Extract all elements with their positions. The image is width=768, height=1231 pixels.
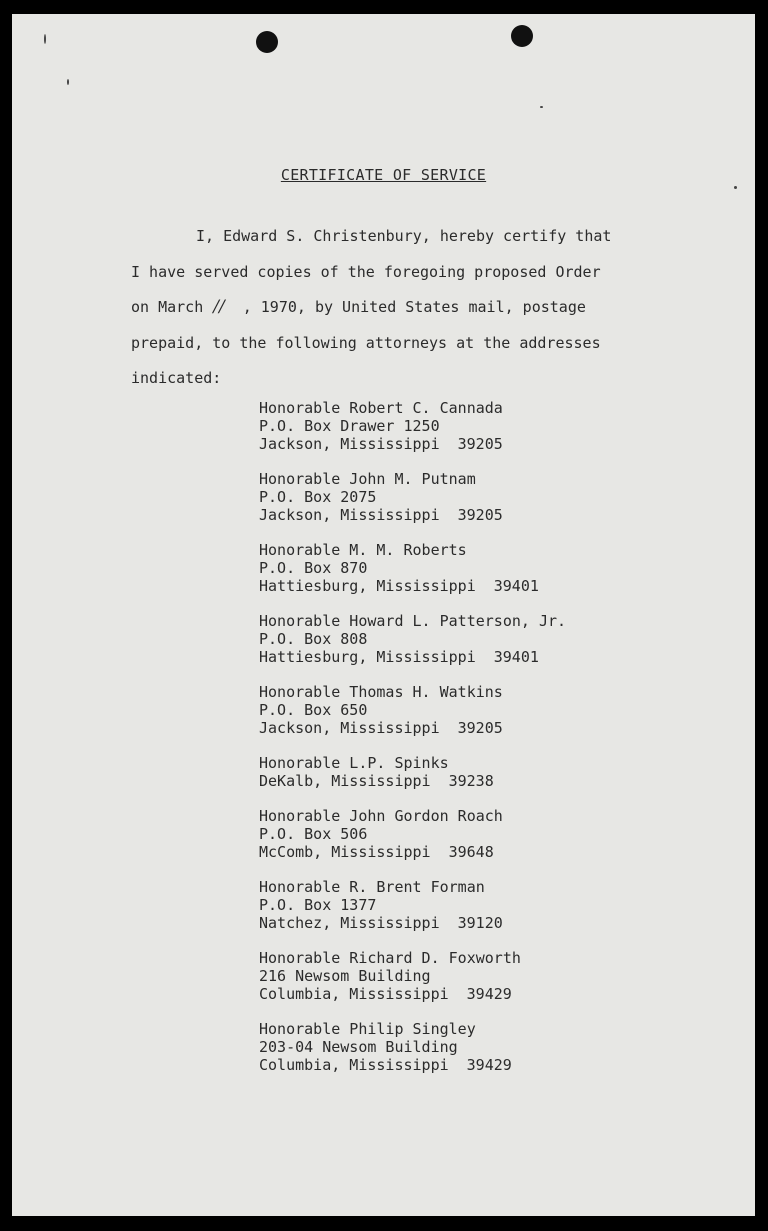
attorney-entry xyxy=(259,878,566,932)
paragraph-line-4: prepaid, to the following attorneys at the addresses xyxy=(131,333,601,352)
attorney-address: 203-04 Newsom Building xyxy=(259,1038,458,1056)
attorney-city-line xyxy=(259,577,566,595)
paragraph-line-1: I, Edward S. Christenbury, hereby certify that xyxy=(196,227,612,245)
attorney-city: Jackson, Mississippi xyxy=(259,435,440,453)
attorney-zip: 39429 xyxy=(466,1056,512,1074)
attorney-zip: 39648 xyxy=(448,843,494,861)
attorney-address: P.O. Box 808 xyxy=(259,630,368,648)
attorney-zip: 39238 xyxy=(448,772,494,790)
attorney-city: Natchez, Mississippi xyxy=(259,914,440,932)
attorney-city-line xyxy=(259,435,566,453)
scan-speck xyxy=(540,106,543,108)
attorney-entry xyxy=(259,949,566,1003)
date-year-rest: , 1970, by United States mail, postage xyxy=(242,298,586,316)
attorney-entry xyxy=(259,807,566,861)
punch-hole-right xyxy=(511,25,533,47)
attorney-zip: 39205 xyxy=(457,435,503,453)
attorney-name: Honorable Robert C. Cannada xyxy=(259,399,503,417)
attorney-city: McComb, Mississippi xyxy=(259,843,431,861)
attorney-city-line xyxy=(259,1056,566,1074)
attorney-address: 216 Newsom Building xyxy=(259,967,431,985)
attorney-zip: 39401 xyxy=(493,577,539,595)
attorney-address: P.O. Box 870 xyxy=(259,559,368,577)
scan-speck xyxy=(734,186,737,189)
paragraph-line-5: indicated: xyxy=(131,369,222,387)
attorney-city: Hattiesburg, Mississippi xyxy=(259,648,476,666)
attorney-zip: 39205 xyxy=(457,506,503,524)
attorney-city-line xyxy=(259,985,566,1003)
punch-hole-left xyxy=(256,31,278,53)
attorney-name: Honorable John Gordon Roach xyxy=(259,807,503,825)
attorney-list xyxy=(259,399,566,1091)
attorney-name: Honorable Richard D. Foxworth xyxy=(259,949,521,967)
attorney-city: Columbia, Mississippi xyxy=(259,1056,449,1074)
attorney-city-line xyxy=(259,719,566,737)
attorney-entry xyxy=(259,754,566,790)
attorney-name: Honorable M. M. Roberts xyxy=(259,541,467,559)
attorney-zip: 39429 xyxy=(466,985,512,1003)
certificate-title: CERTIFICATE OF SERVICE xyxy=(280,166,487,184)
attorney-name: Honorable Howard L. Patterson, Jr. xyxy=(259,612,567,630)
attorney-entry xyxy=(259,612,566,666)
attorney-address: P.O. Box 2075 xyxy=(259,488,377,506)
attorney-name: Honorable Thomas H. Watkins xyxy=(259,683,503,701)
attorney-address: P.O. Box 506 xyxy=(259,825,368,843)
attorney-entry xyxy=(259,399,566,453)
paragraph-line-2: I have served copies of the foregoing proposed Order xyxy=(131,262,601,281)
attorney-city: DeKalb, Mississippi xyxy=(259,772,431,790)
attorney-zip: 39401 xyxy=(493,648,539,666)
attorney-address: P.O. Box 1377 xyxy=(259,896,377,914)
certification-paragraph xyxy=(131,219,631,397)
attorney-city-line xyxy=(259,843,566,861)
attorney-zip: 39205 xyxy=(457,719,503,737)
date-month: on March xyxy=(131,298,204,316)
attorney-city: Hattiesburg, Mississippi xyxy=(259,577,476,595)
document-page xyxy=(12,14,755,1216)
attorney-entry xyxy=(259,470,566,524)
attorney-city-line xyxy=(259,506,566,524)
attorney-city: Jackson, Mississippi xyxy=(259,506,440,524)
attorney-name: Honorable Philip Singley xyxy=(259,1020,476,1038)
attorney-city: Columbia, Mississippi xyxy=(259,985,449,1003)
attorney-address: P.O. Box Drawer 1250 xyxy=(259,417,440,435)
handwritten-day: // xyxy=(213,297,225,317)
attorney-name: Honorable R. Brent Forman xyxy=(259,878,485,896)
scan-speck xyxy=(67,79,69,85)
attorney-zip: 39120 xyxy=(457,914,503,932)
attorney-address: P.O. Box 650 xyxy=(259,701,368,719)
attorney-city-line xyxy=(259,648,566,666)
attorney-city-line xyxy=(259,914,566,932)
attorney-name: Honorable John M. Putnam xyxy=(259,470,476,488)
attorney-entry xyxy=(259,541,566,595)
scan-speck xyxy=(44,34,46,44)
attorney-name: Honorable L.P. Spinks xyxy=(259,754,449,772)
attorney-city: Jackson, Mississippi xyxy=(259,719,440,737)
attorney-city-line xyxy=(259,772,566,790)
attorney-entry xyxy=(259,683,566,737)
paragraph-line-3 xyxy=(131,290,631,326)
attorney-entry xyxy=(259,1020,566,1074)
